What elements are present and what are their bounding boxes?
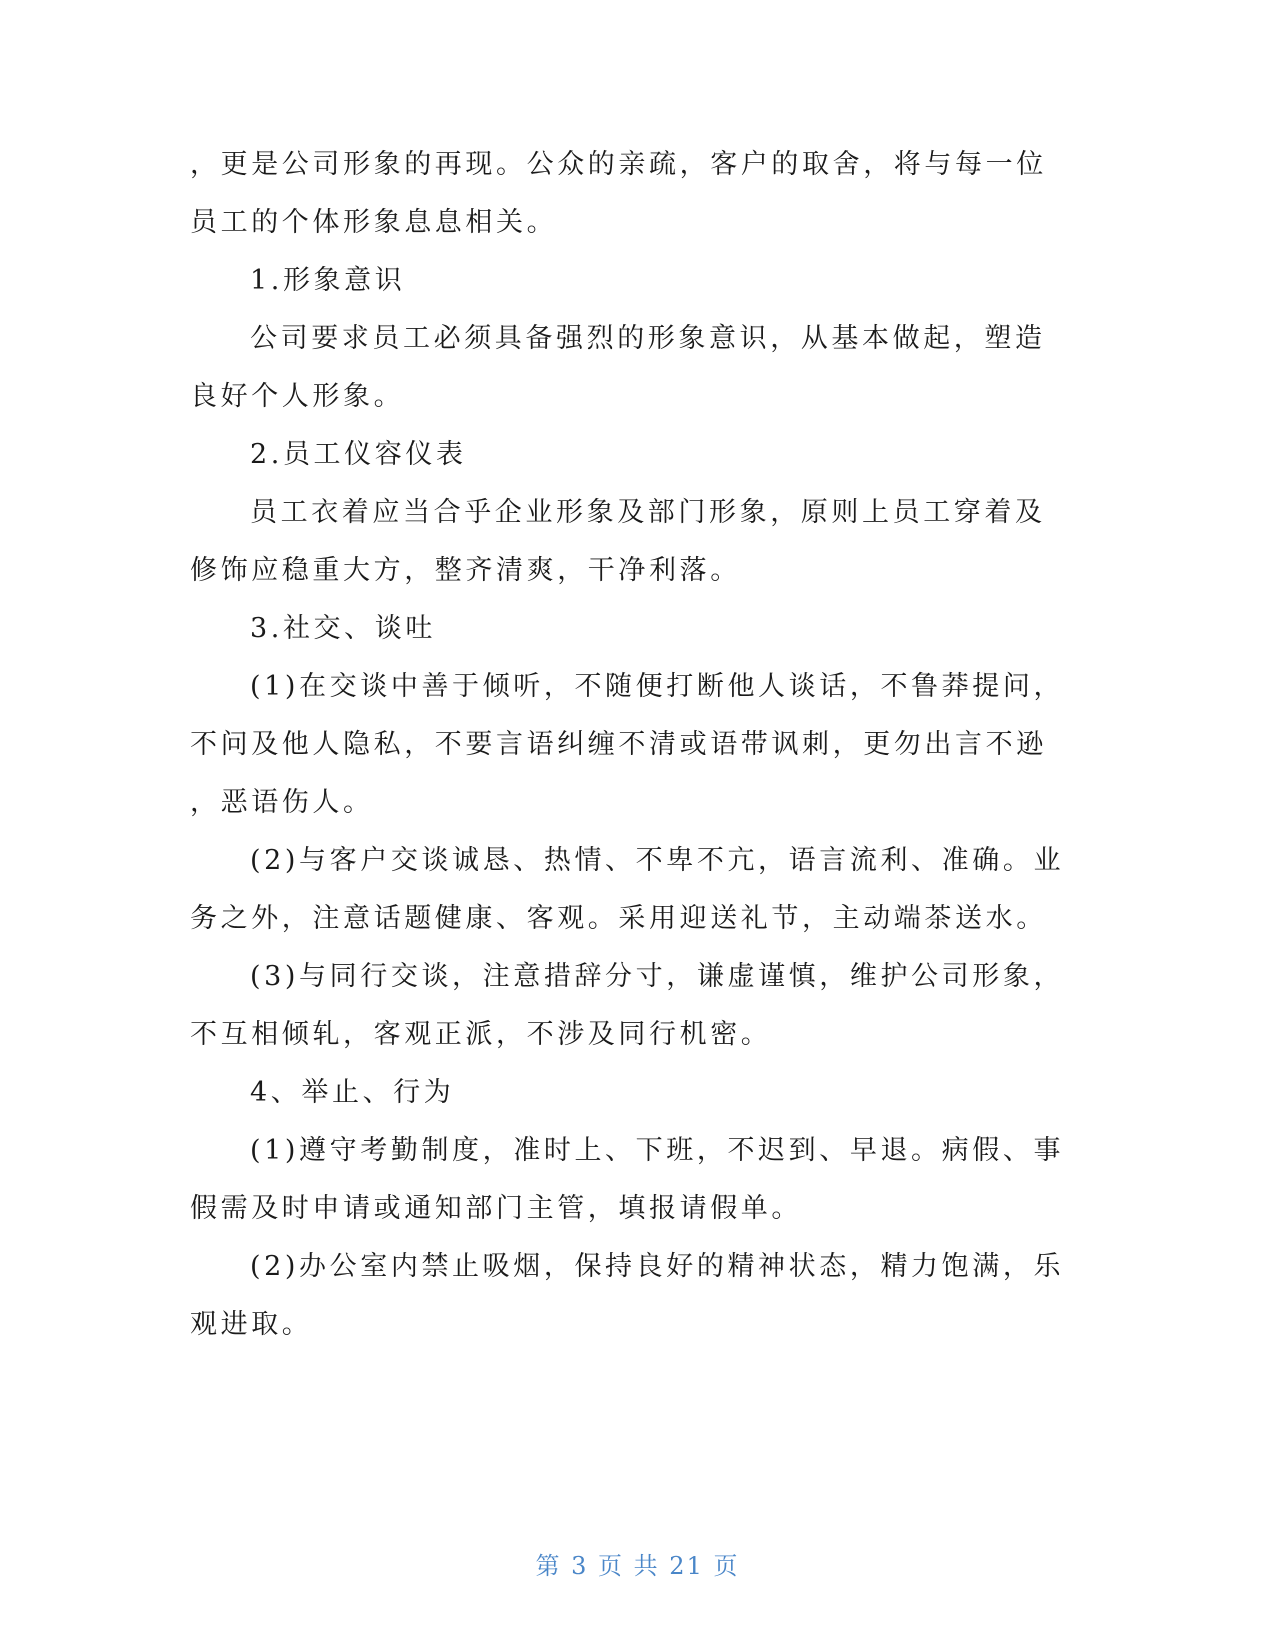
- paragraph-line: ，更是公司形象的再现。公众的亲疏，客户的取舍，将与每一位: [190, 149, 1047, 180]
- paragraph-line: 不问及他人隐私，不要言语纠缠不清或语带讽刺，更勿出言不逊: [190, 729, 1047, 760]
- page-number-footer: 第 3 页 共 21 页: [535, 1552, 740, 1580]
- paragraph-line: (1)在交谈中善于倾听，不随便打断他人谈话，不鲁莽提问，: [250, 671, 1065, 702]
- paragraph-line: (2)办公室内禁止吸烟，保持良好的精神状态，精力饱满，乐: [250, 1251, 1065, 1282]
- paragraph-line: 修饰应稳重大方，整齐清爽，干净利落。: [190, 555, 741, 586]
- paragraph-line: (3)与同行交谈，注意措辞分寸，谦虚谨慎，维护公司形象，: [250, 961, 1065, 992]
- paragraph-line: 不互相倾轧，客观正派，不涉及同行机密。: [190, 1019, 772, 1050]
- paragraph-line: 良好个人形象。: [190, 381, 405, 412]
- paragraph-line: (2)与客户交谈诚恳、热情、不卑不亢，语言流利、准确。业: [250, 845, 1065, 876]
- section-heading: 1.形象意识: [250, 265, 406, 296]
- paragraph-line: 员工的个体形象息息相关。: [190, 207, 558, 238]
- paragraph-line: 观进取。: [190, 1309, 313, 1340]
- paragraph-line: 假需及时申请或通知部门主管，填报请假单。: [190, 1193, 802, 1224]
- section-heading: 3.社交、谈吐: [250, 613, 436, 644]
- paragraph-line: 公司要求员工必须具备强烈的形象意识，从基本做起，塑造: [250, 323, 1046, 354]
- section-heading: 4、举止、行为: [250, 1077, 455, 1108]
- section-heading: 2.员工仪容仪表: [250, 439, 467, 470]
- paragraph-line: 员工衣着应当合乎企业形象及部门形象，原则上员工穿着及: [250, 497, 1046, 528]
- paragraph-line: 务之外，注意话题健康、客观。采用迎送礼节，主动端茶送水。: [190, 903, 1047, 934]
- paragraph-line: ，恶语伤人。: [190, 787, 374, 818]
- paragraph-line: (1)遵守考勤制度，准时上、下班，不迟到、早退。病假、事: [250, 1135, 1065, 1166]
